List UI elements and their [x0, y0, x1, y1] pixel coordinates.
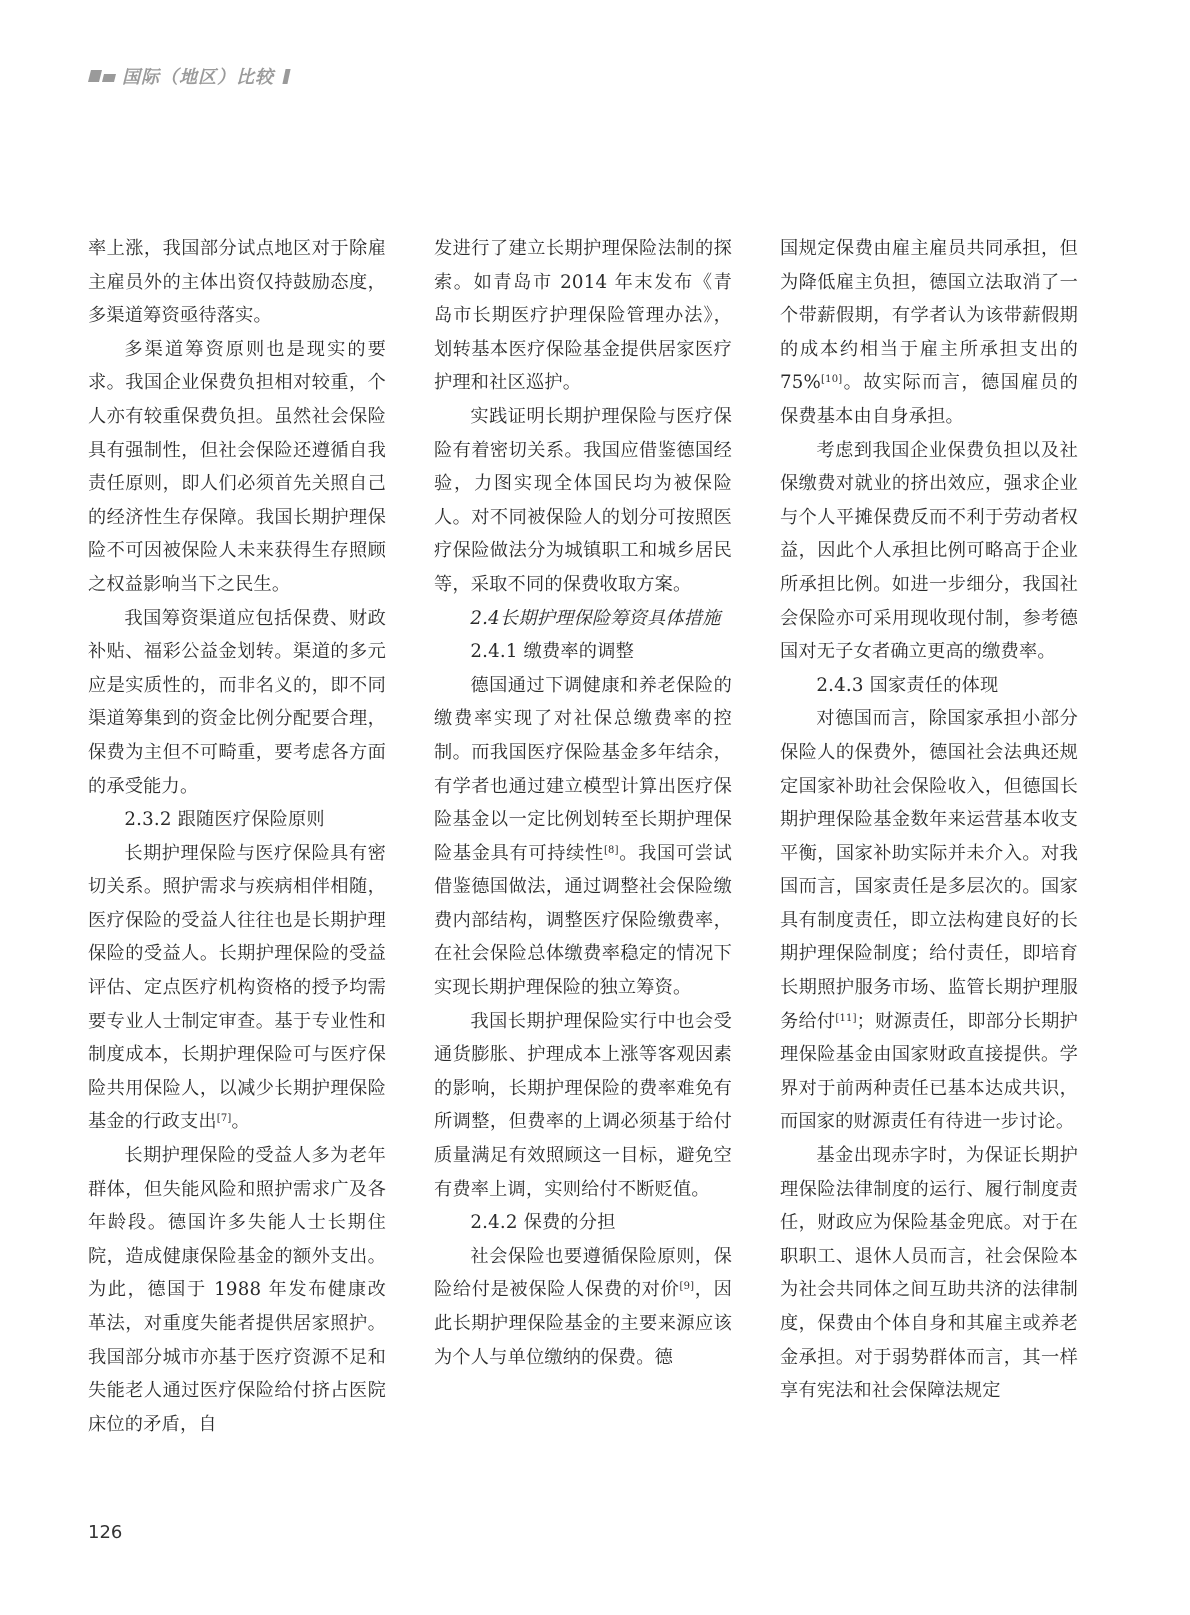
citation-ref: [9] [679, 1281, 695, 1293]
paragraph-text: ，因此长期护理保险基金的主要来源应该为个人与单位缴纳的保费。德 [434, 1279, 732, 1368]
paragraph: 我国筹资渠道应包括保费、财政补贴、福彩公益金划转。渠道的多元应是实质性的，而非名义的，即不同渠道筹集到的资金比例分配要合理，保费为主但不可畸重，要考虑各方面的承受能力。 [88, 607, 386, 797]
text-column-1 [88, 232, 386, 1441]
paragraph-text: 。 [231, 1111, 250, 1133]
paragraph-text: 。故实际而言，德国雇员的保费基本由自身承担。 [780, 372, 1078, 427]
paragraph [780, 232, 1078, 434]
section-title: 国际（地区）比较 [122, 67, 274, 88]
paragraph: 基金出现赤字时，为保证长期护理保险法律制度的运行、履行制度责任，财政应为保险基金兜底。对于在职职工、退休人员而言，社会保险本为社会共同体之间互助共济的法律制度，保费由个体自身和其雇主或养老金承担。对于弱势群体而言，其一样享有宪法和社会保障法规定 [780, 1145, 1078, 1402]
paragraph: 多渠道筹资原则也是现实的要求。我国企业保费负担相对较重，个人亦有较重保费负担。虽然社会保险具有强制性，但社会保险还遵循自我责任原则，即人们必须首先关照自己的经济性生存保障。我国长期护理保险不可因被保险人未来获得生存照顾之权益影响当下之民生。 [88, 338, 386, 595]
paragraph: 长期护理保险的受益人多为老年群体，但失能风险和照护需求广及各年龄段。德国许多失能人士长期住院，造成健康保险基金的额外支出。为此，德国于 1988 年发布健康改革法，对重度失能者提供居家照护。我国部分城市亦基于医疗资源不足和失能老人通过医疗保险给付挤占医院床位的矛盾，自 [88, 1145, 386, 1435]
text-column-2 [434, 232, 732, 1374]
paragraph-text: 长期护理保险与医疗保险具有密切关系。照护需求与疾病相伴相随，医疗保险的受益人往往也是长期护理保险的受益人。长期护理保险的受益评估、定点医疗机构资格的授予均需要专业人士制定审查。基于专业性和制度成本，长期护理保险可与医疗保险共用保险人，以减少长期护理保险基金的行政支出 [88, 842, 386, 1133]
citation-ref: [8] [603, 844, 619, 856]
section-marker-icon [88, 69, 116, 83]
paragraph [434, 1240, 732, 1374]
subsection-heading: 2.4.1 缴费率的调整 [470, 641, 634, 663]
paragraph-text: 社会保险也要遵循保险原则，保险给付是被保险人保费的对价 [434, 1245, 732, 1301]
paragraph: 我国长期护理保险实行中也会受通货膨胀、护理成本上涨等客观因素的影响，长期护理保险的费率难免有所调整，但费率的上调必须基于给付质量满足有效照顾这一目标，避免空有费率上调，实则给付不断贬值。 [434, 1010, 732, 1200]
paragraph: 发进行了建立长期护理保险法制的探索。如青岛市 2014 年末发布《青岛市长期医疗护理保险管理办法》，划转基本医疗保险基金提供居家医疗护理和社区巡护。 [434, 238, 732, 394]
citation-ref: [10] [821, 374, 843, 386]
paragraph [780, 702, 1078, 1139]
citation-ref: [7] [216, 1113, 232, 1125]
subsection-heading: 2.4.3 国家责任的体现 [816, 674, 999, 696]
subsection-heading: 2.3.2 跟随医疗保险原则 [124, 809, 325, 831]
running-header [88, 63, 289, 89]
header-bar-icon [282, 69, 290, 84]
section-heading: 2.4长期护理保险筹资具体措施 [470, 607, 721, 629]
paragraph [434, 669, 732, 1005]
paragraph-text: 。我国可尝试借鉴德国做法，通过调整社会保险缴费内部结构，调整医疗保险缴费率，在社会保险总体缴费率稳定的情况下实现长期护理保险的独立筹资。 [434, 842, 732, 999]
paragraph [88, 837, 386, 1139]
paragraph: 实践证明长期护理保险与医疗保险有着密切关系。我国应借鉴德国经验，力图实现全体国民均为被保险人。对不同被保险人的划分可按照医疗保险做法分为城镇职工和城乡居民等，采取不同的保费收取方案。 [434, 405, 732, 595]
paragraph-text: ；财源责任，即部分长期护理保险基金由国家财政直接提供。学界对于前两种责任已基本达成共识，而国家的财源责任有待进一步讨论。 [780, 1010, 1078, 1133]
paragraph: 率上涨，我国部分试点地区对于除雇主雇员外的主体出资仅持鼓励态度，多渠道筹资亟待落实。 [88, 238, 386, 327]
page-number: 126 [88, 1522, 123, 1543]
subsection-heading: 2.4.2 保费的分担 [470, 1212, 616, 1234]
paragraph-text: 国规定保费由雇主雇员共同承担，但为降低雇主负担，德国立法取消了一个带薪假期，有学者认为该带薪假期的成本约相当于雇主所承担支出的 75% [780, 238, 1078, 394]
paragraph: 考虑到我国企业保费负担以及社保缴费对就业的挤出效应，强求企业与个人平摊保费反而不利于劳动者权益，因此个人承担比例可略高于企业所承担比例。如进一步细分，我国社会保险亦可采用现收现付制，参考德国对无子女者确立更高的缴费率。 [780, 439, 1078, 663]
citation-ref: [11] [835, 1012, 857, 1024]
text-column-3 [780, 232, 1078, 1408]
paragraph-text: 对德国而言，除国家承担小部分保险人的保费外，德国社会法典还规定国家补助社会保险收入，但德国长期护理保险基金数年来运营基本收支平衡，国家补助实际并未介入。对我国而言，国家责任是多层次的。国家具有制度责任，即立法构建良好的长期护理保险制度；给付责任，即培育长期照护服务市场、监管长期护理服务给付 [780, 708, 1078, 1032]
paragraph-text: 德国通过下调健康和养老保险的缴费率实现了对社保总缴费率的控制。而我国医疗保险基金多年结余，有学者也通过建立模型计算出医疗保险基金以一定比例划转至长期护理保险基金具有可持续性 [434, 674, 732, 864]
